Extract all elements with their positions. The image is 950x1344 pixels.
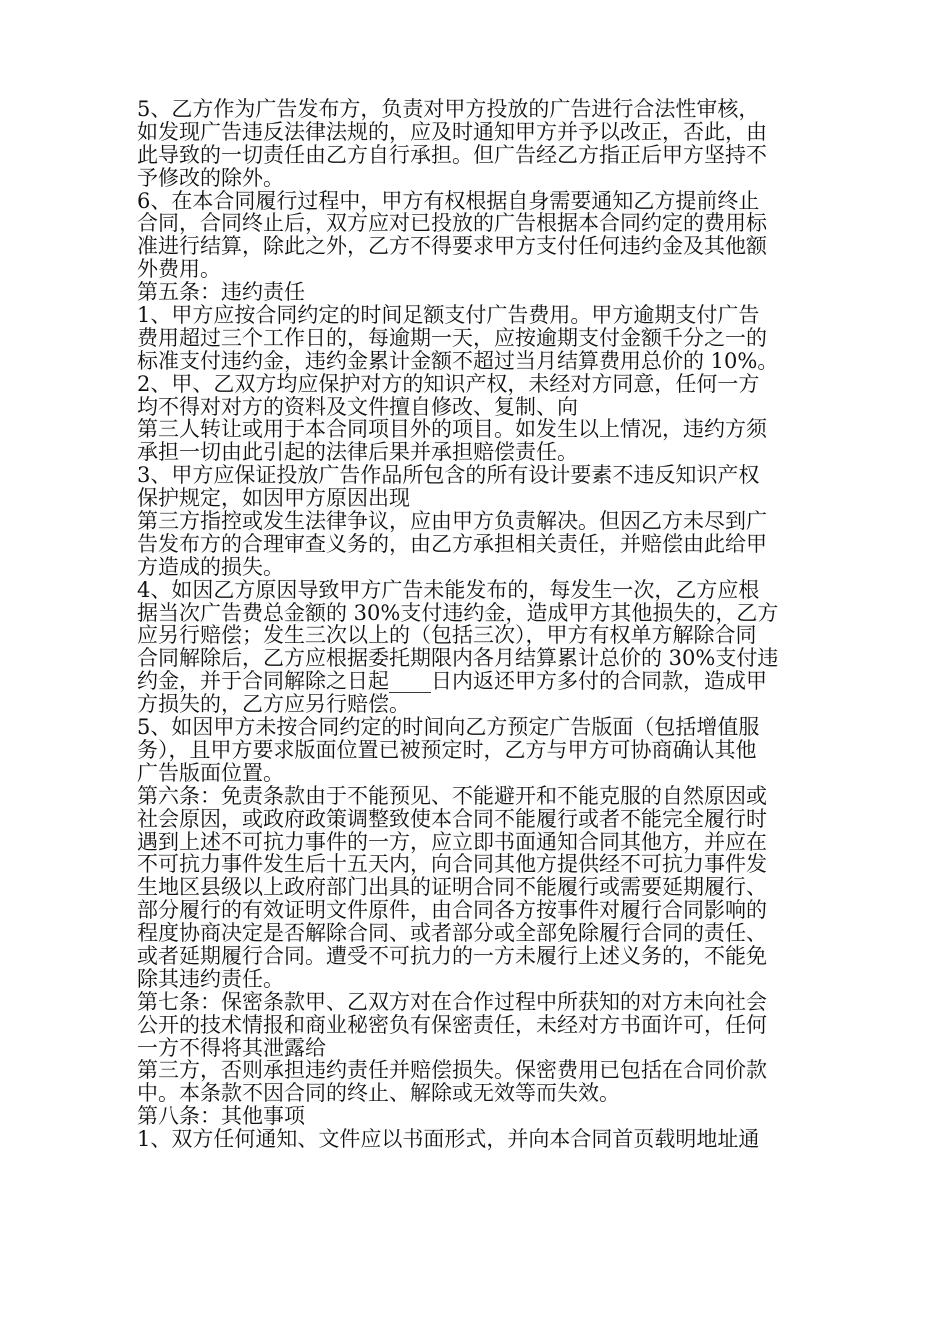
text-line: 2、甲、乙双方均应保护对方的知识产权，未经对方同意，任何一方 xyxy=(137,371,760,396)
text-line: 第三方指控或发生法律争议，应由甲方负责解决。但因乙方未尽到广 xyxy=(137,509,767,534)
text-line: 除其违约责任。 xyxy=(137,966,284,991)
text-line: 此导致的一切责任由乙方自行承担。但广告经乙方指正后甲方坚持不 xyxy=(137,142,767,167)
section-heading: 第五条：违约责任 xyxy=(137,280,305,305)
text-line: 均不得对对方的资料及文件擅自修改、复制、向 xyxy=(137,394,578,419)
text-line: 第三方，否则承担违约责任并赔偿损失。保密费用已包括在合同价款 xyxy=(137,1058,767,1083)
text-line: 程度协商决定是否解除合同、或者部分或全部免除履行合同的责任、 xyxy=(137,921,767,946)
text-line: 3、甲方应保证投放广告作品所包含的所有设计要素不违反知识产权 xyxy=(137,463,760,488)
text-line: 或者延期履行合同。遭受不可抗力的一方未履行上述义务的，不能免 xyxy=(137,943,767,968)
text-line: 据当次广告费总金额的 30%支付违约金，造成甲方其他损失的，乙方 xyxy=(137,600,779,625)
text-line: 务），且甲方要求版面位置已被预定时，乙方与甲方可协商确认其他 xyxy=(137,737,757,762)
text-line: 外费用。 xyxy=(137,257,221,282)
text-line: 广告版面位置。 xyxy=(137,760,284,785)
text-line: 方损失的，乙方应另行赔偿。 xyxy=(137,692,410,717)
text-line: 社会原因，或政府政策调整致使本合同不能履行或者不能完全履行时 xyxy=(137,806,767,831)
text-line: 5、如因甲方未按合同约定的时间向乙方预定广告版面（包括增值服 xyxy=(137,715,760,740)
text-line: 中。本条款不因合同的终止、解除或无效等而失效。 xyxy=(137,1081,620,1106)
text-line: 应另行赔偿；发生三次以上的（包括三次），甲方有权单方解除合同 xyxy=(137,623,757,648)
text-line: 遇到上述不可抗力事件的一方，应立即书面通知合同其他方，并应在 xyxy=(137,829,767,854)
text-line: 1、甲方应按合同约定的时间足额支付广告费用。甲方逾期支付广告 xyxy=(137,303,760,328)
text-line: 保护规定，如因甲方原因出现 xyxy=(137,486,410,511)
section-heading: 第六条：免责条款由于不能预见、不能避开和不能克服的自然原因或 xyxy=(137,783,767,808)
text-line: 承担一切由此引起的法律后果并承担赔偿责任。 xyxy=(137,440,578,465)
text-line: 准进行结算，除此之外，乙方不得要求甲方支付任何违约金及其他额 xyxy=(137,234,767,259)
text-line: 予修改的除外。 xyxy=(137,165,284,190)
text-line: 4、如因乙方原因导致甲方广告未能发布的，每发生一次，乙方应根 xyxy=(137,577,760,602)
text-line: 方造成的损失。 xyxy=(137,554,284,579)
text-line: 合同，合同终止后，双方应对已投放的广告根据本合同约定的费用标 xyxy=(137,211,767,236)
text-line: 如发现广告违反法律法规的，应及时通知甲方并予以改正，否此，由 xyxy=(137,119,767,144)
section-heading: 第八条：其他事项 xyxy=(137,1104,305,1129)
text-line: 告发布方的合理审查义务的，由乙方承担相关责任，并赔偿由此给甲 xyxy=(137,531,767,556)
text-line: 第三人转让或用于本合同项目外的项目。如发生以上情况，违约方须 xyxy=(137,417,767,442)
text-line: 5、乙方作为广告发布方，负责对甲方投放的广告进行合法性审核， xyxy=(137,97,760,121)
text-line: 公开的技术情报和商业秘密负有保密责任，未经对方书面许可，任何 xyxy=(137,1012,767,1037)
text-line: 生地区县级以上政府部门出具的证明合同不能履行或需要延期履行、 xyxy=(137,875,767,900)
text-line: 6、在本合同履行过程中，甲方有权根据自身需要通知乙方提前终止 xyxy=(137,188,760,213)
text-line: 部分履行的有效证明文件原件，由合同各方按事件对履行合同影响的 xyxy=(137,898,767,923)
section-heading: 第七条：保密条款甲、乙双方对在合作过程中所获知的对方未向社会 xyxy=(137,989,767,1014)
text-line: 费用超过三个工作日的，每逾期一天，应按逾期支付金额千分之一的 xyxy=(137,325,767,350)
text-line: 1、双方任何通知、文件应以书面形式，并向本合同首页载明地址通 xyxy=(137,1127,760,1152)
text-line: 标准支付违约金，违约金累计金额不超过当月结算费用总价的 10%。 xyxy=(137,348,779,373)
text-line: 一方不得将其泄露给 xyxy=(137,1035,326,1060)
document-body xyxy=(137,98,817,1151)
text-line: 合同解除后，乙方应根据委托期限内各月结算累计总价的 30%支付违 xyxy=(137,646,779,671)
text-line: 不可抗力事件发生后十五天内，向合同其他方提供经不可抗力事件发 xyxy=(137,852,767,877)
text-line: 约金，并于合同解除之日起____日内返还甲方多付的合同款，造成甲 xyxy=(137,669,767,694)
